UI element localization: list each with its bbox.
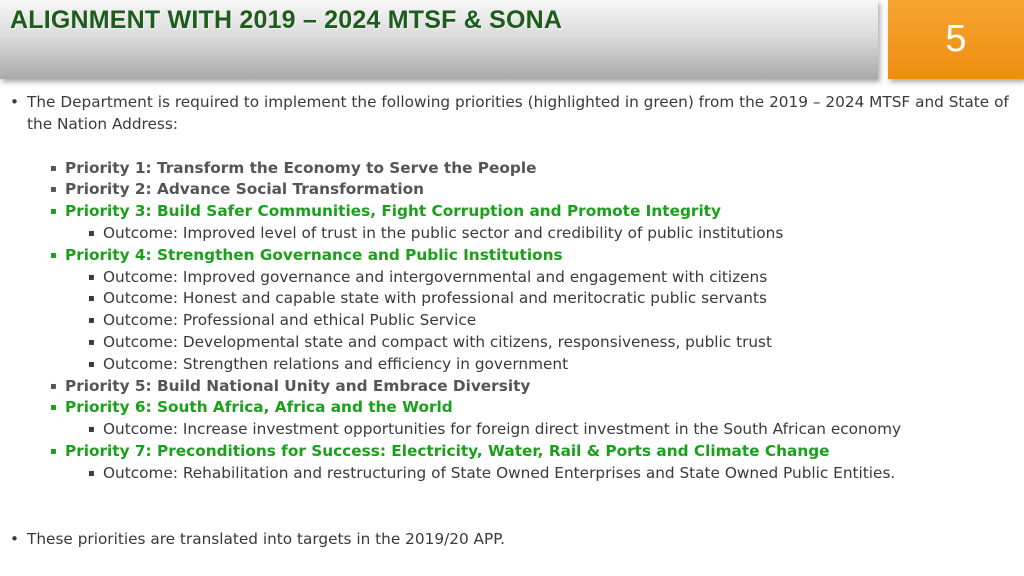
- closing-bullet: [10, 529, 1010, 551]
- square-bullet-icon: ▪: [88, 336, 95, 348]
- closing-text: These priorities are translated into targets in the 2019/20 APP.: [27, 529, 505, 548]
- priority-label: Priority 4: Strengthen Governance and Public Institutions: [65, 245, 563, 264]
- square-bullet-icon: ▪: [88, 424, 95, 436]
- square-bullet-icon: ▪: [88, 358, 95, 370]
- slide-content: [10, 92, 1010, 550]
- priority-item: [10, 441, 1010, 463]
- priority-label: Priority 1: Transform the Economy to Serve the People: [65, 158, 537, 177]
- outcome-text: Outcome: Strengthen relations and efficiency in government: [103, 354, 569, 373]
- square-bullet-icon: ▪: [50, 206, 57, 218]
- outcome-item: [10, 463, 1010, 485]
- square-bullet-icon: ▪: [88, 315, 95, 327]
- priority-item: [10, 179, 1010, 201]
- outcome-item: [10, 310, 1010, 332]
- priority-label: Priority 3: Build Safer Communities, Fight Corruption and Promote Integrity: [65, 202, 721, 221]
- priority-item: [10, 376, 1010, 398]
- priority-item: [10, 245, 1010, 267]
- priority-item: [10, 397, 1010, 419]
- intro-bullet: [10, 92, 1010, 136]
- title-bar: [0, 0, 878, 79]
- square-bullet-icon: ▪: [88, 271, 95, 283]
- square-bullet-icon: ▪: [50, 445, 57, 457]
- square-bullet-icon: ▪: [88, 227, 95, 239]
- square-bullet-icon: ▪: [88, 467, 95, 479]
- priority-label: Priority 6: South Africa, Africa and the World: [65, 398, 453, 417]
- round-bullet-icon: •: [10, 93, 20, 111]
- priority-list: [10, 158, 1010, 485]
- square-bullet-icon: ▪: [50, 380, 57, 392]
- priority-item: [10, 158, 1010, 180]
- priority-item: [10, 201, 1010, 223]
- intro-text: The Department is required to implement the following priorities (highlighted in green) from the 2019 – 2024 MTSF and State of the Nation Address:: [27, 93, 1009, 133]
- outcome-item: [10, 419, 1010, 441]
- outcome-item: [10, 332, 1010, 354]
- outcome-text: Outcome: Improved level of trust in the public sector and credibility of public institutions: [103, 223, 784, 242]
- square-bullet-icon: ▪: [50, 162, 57, 174]
- slide-title: ALIGNMENT WITH 2019 – 2024 MTSF & SONA: [10, 6, 563, 34]
- square-bullet-icon: ▪: [88, 293, 95, 305]
- outcome-item: [10, 267, 1010, 289]
- outcome-text: Outcome: Increase investment opportunities for foreign direct investment in the South African economy: [103, 420, 902, 439]
- round-bullet-icon: •: [10, 529, 20, 548]
- priority-label: Priority 5: Build National Unity and Embrace Diversity: [65, 376, 531, 395]
- outcome-text: Outcome: Honest and capable state with professional and meritocratic public servants: [103, 289, 767, 308]
- outcome-text: Outcome: Professional and ethical Public Service: [103, 311, 477, 330]
- page-number-box: [888, 0, 1024, 79]
- page-number: 5: [945, 18, 967, 60]
- square-bullet-icon: ▪: [50, 184, 57, 196]
- square-bullet-icon: ▪: [50, 402, 57, 414]
- spacer: [10, 136, 1010, 158]
- outcome-item: [10, 288, 1010, 310]
- outcome-text: Outcome: Improved governance and intergovernmental and engagement with citizens: [103, 267, 768, 286]
- priority-label: Priority 2: Advance Social Transformation: [65, 180, 424, 199]
- outcome-item: [10, 223, 1010, 245]
- outcome-text: Outcome: Developmental state and compact with citizens, responsiveness, public trust: [103, 332, 773, 351]
- outcome-text: Outcome: Rehabilitation and restructuring of State Owned Enterprises and State Owned Public Entities.: [103, 463, 896, 482]
- square-bullet-icon: ▪: [50, 249, 57, 261]
- priority-label: Priority 7: Preconditions for Success: Electricity, Water, Rail & Ports and Climate Change: [65, 441, 830, 460]
- outcome-item: [10, 354, 1010, 376]
- spacer: [10, 485, 1010, 529]
